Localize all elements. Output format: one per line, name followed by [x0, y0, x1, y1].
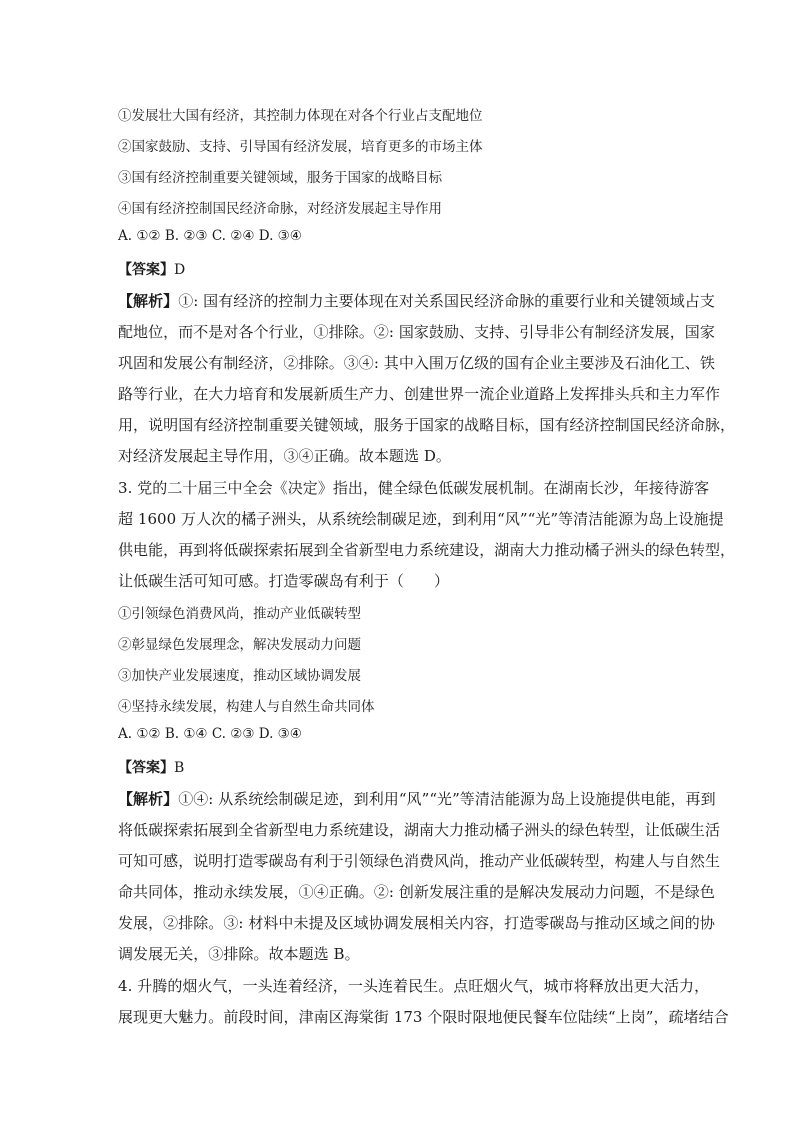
q2-answer [118, 259, 185, 279]
q2-analysis-line-4: 路等行业，在大力培育和发展新质生产力、创建世界一流企业道路上发挥排头兵和主力军作 [118, 385, 721, 403]
q2-analysis-line-2: 配地位，而不是对各个行业，①排除。②: 国家鼓励、支持、引导非公有制经济发展，国家 [118, 323, 715, 341]
q3-stem-line-1: 3. 党的二十届三中全会《决定》指出，健全绿色低碳发展机制。在湖南长沙，年接待游客 [118, 479, 710, 497]
q2-option-1: ①发展壮大国有经济，其控制力体现在对各个行业占支配地位 [118, 108, 483, 124]
answer-label: 【答案】 [118, 262, 174, 278]
q2-option-2: ②国家鼓励、支持、引导国有经济发展，培育更多的市场主体 [118, 139, 483, 155]
q3-analysis-line-5: 发展，②排除。③: 材料中未提及区域协调发展相关内容，打造零碳岛与推动区域之间的协 [118, 914, 715, 932]
q3-analysis-line-1 [118, 788, 716, 809]
q3-choices: A. ①② B. ①④ C. ②③ D. ③④ [118, 726, 302, 742]
q2-analysis-line-3: 巩固和发展公有制经济，②排除。③④: 其中入围万亿级的国有企业主要涉及石油化工、铁 [118, 354, 715, 372]
analysis-text: ①④: 从系统绘制碳足迹，到利用“风”“光”等清洁能源为岛上设施提供电能，再到 [178, 790, 716, 808]
q4-stem-line-1: 4. 升腾的烟火气，一头连着经济，一头连着民生。点旺烟火气，城市将释放出更大活力， [118, 977, 710, 995]
q2-analysis-line-6: 对经济发展起主导作用，③④正确。故本题选 D。 [118, 447, 451, 465]
q2-option-4: ④国有经济控制国民经济命脉，对经济发展起主导作用 [118, 201, 442, 217]
answer-value: B [174, 760, 185, 776]
q3-option-1: ①引领绿色消费风尚，推动产业低碳转型 [118, 606, 361, 622]
q3-option-2: ②彰显绿色发展理念，解决发展动力问题 [118, 637, 361, 653]
q3-analysis-line-6: 调发展无关，③排除。故本题选 B。 [118, 945, 360, 963]
q3-stem-line-4: 让低碳生活可知可感。打造零碳岛有利于（ ） [118, 572, 450, 590]
q3-stem-line-2: 超 1600 万人次的橘子洲头，从系统绘制碳足迹，到利用“风”“光”等清洁能源为岛上设施提 [118, 510, 724, 528]
analysis-label: 【解析】 [118, 292, 179, 310]
q3-option-4: ④坚持永续发展，构建人与自然生命共同体 [118, 699, 375, 715]
q3-analysis-line-2: 将低碳探索拓展到全省新型电力系统建设，湖南大力推动橘子洲头的绿色转型，让低碳生活 [118, 821, 721, 839]
answer-value: D [174, 262, 186, 278]
q2-analysis-line-5: 用，说明国有经济控制重要关键领域，服务于国家的战略目标，国有经济控制国民经济命脉， [118, 416, 736, 434]
answer-label: 【答案】 [118, 760, 174, 776]
analysis-text: ①: 国有经济的控制力主要体现在对关系国民经济命脉的重要行业和关键领域占支 [178, 292, 715, 310]
q3-analysis-line-4: 命共同体，推动永续发展，①④正确。②: 创新发展注重的是解决发展动力问题，不是绿色 [118, 883, 715, 901]
q2-choices: A. ①② B. ②③ C. ②④ D. ③④ [118, 228, 302, 244]
q3-option-3: ③加快产业发展速度，推动区域协调发展 [118, 668, 361, 684]
analysis-label: 【解析】 [118, 790, 179, 808]
q2-analysis-line-1 [118, 290, 715, 311]
q4-stem-line-2: 展现更大魅力。前段时间，津南区海棠街 173 个限时限地便民餐车位陆续“上岗”，疏堵结合 [118, 1008, 729, 1026]
q2-option-3: ③国有经济控制重要关键领域，服务于国家的战略目标 [118, 170, 442, 186]
q3-answer [118, 757, 184, 777]
q3-stem-line-3: 供电能，再到将低碳探索拓展到全省新型电力系统建设，湖南大力推动橘子洲头的绿色转型， [118, 541, 736, 559]
q3-analysis-line-3: 可知可感，说明打造零碳岛有利于引领绿色消费风尚，推动产业低碳转型，构建人与自然生 [118, 852, 721, 870]
